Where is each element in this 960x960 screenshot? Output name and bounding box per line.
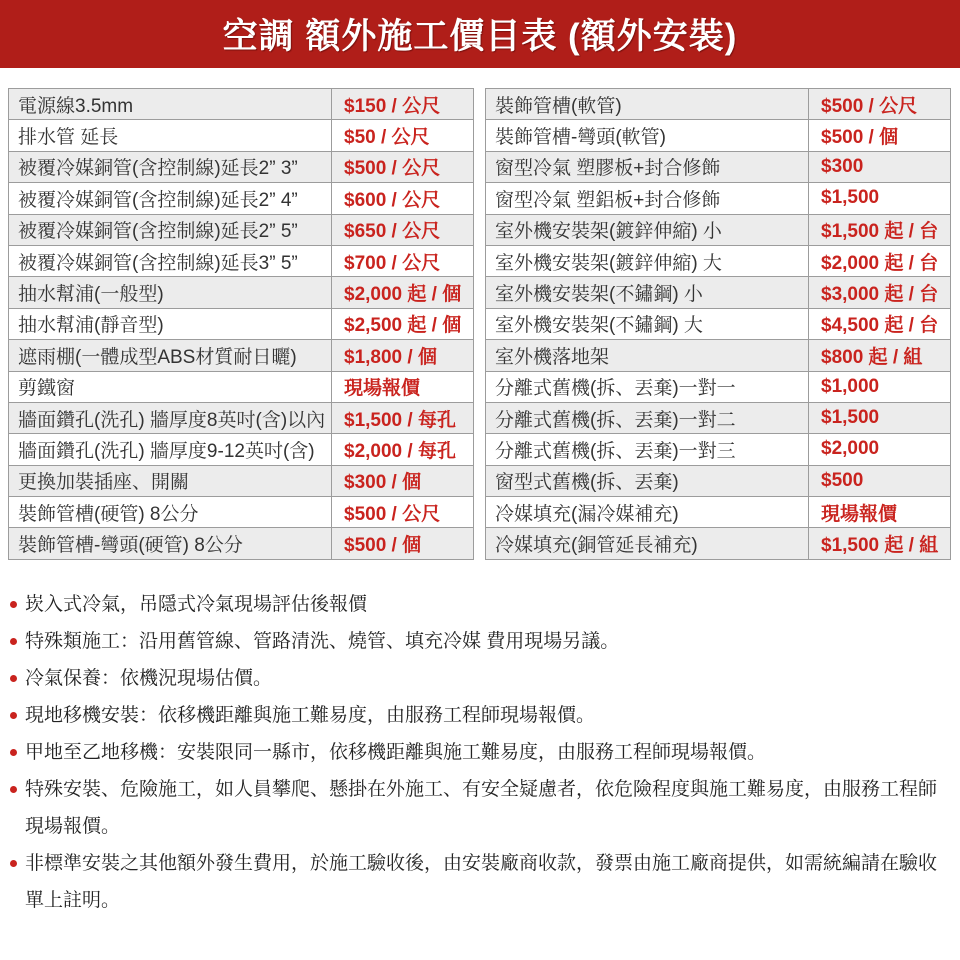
item-label: 被覆冷媒銅管(含控制線)延長2” 3” (9, 151, 332, 182)
table-row (9, 434, 474, 465)
bullet-icon (10, 712, 17, 719)
note-item (10, 771, 950, 845)
item-label: 被覆冷媒銅管(含控制線)延長2” 5” (9, 214, 332, 245)
price-value: $1,500 (809, 183, 951, 214)
item-label: 分離式舊機(拆、丟棄)一對一 (486, 371, 809, 402)
item-label: 裝飾管槽(硬管) 8公分 (9, 497, 332, 528)
item-label: 室外機安裝架(不鏽鋼) 小 (486, 277, 809, 308)
note-text: 特殊類施工：沿用舊管線、管路清洗、燒管、填充冷媒 費用現場另議。 (25, 631, 620, 652)
price-value: $800 起 / 組 (809, 340, 951, 371)
price-value: 現場報價 (332, 371, 474, 402)
price-value: $700 / 公尺 (332, 245, 474, 276)
note-text: 冷氣保養：依機況現場估價。 (25, 668, 273, 689)
price-value: $2,500 起 / 個 (332, 308, 474, 339)
table-row (486, 120, 951, 151)
price-value: $650 / 公尺 (332, 214, 474, 245)
note-item (10, 623, 950, 660)
note-text: 甲地至乙地移機：安裝限同一縣市，依移機距離與施工難易度，由服務工程師現場報價。 (25, 742, 767, 763)
bullet-icon (10, 675, 17, 682)
item-label: 冷媒填充(銅管延長補充) (486, 528, 809, 560)
item-label: 裝飾管槽-彎頭(軟管) (486, 120, 809, 151)
price-value: $2,000 (809, 434, 951, 465)
note-item (10, 845, 950, 919)
table-row (486, 308, 951, 339)
note-item (10, 660, 950, 697)
item-label: 被覆冷媒銅管(含控制線)延長2” 4” (9, 183, 332, 214)
note-item (10, 734, 950, 771)
table-row (9, 308, 474, 339)
title-banner (0, 0, 960, 68)
page-title: 空調 額外施工價目表 (額外安裝) (222, 17, 738, 56)
item-label: 裝飾管槽(軟管) (486, 89, 809, 120)
table-row (486, 497, 951, 528)
item-label: 牆面鑽孔(洗孔) 牆厚度9-12英吋(含) (9, 434, 332, 465)
table-row (486, 245, 951, 276)
bullet-icon (10, 749, 17, 756)
table-row (486, 151, 951, 182)
note-item (10, 586, 950, 623)
table-row (486, 340, 951, 371)
item-label: 窗型冷氣 塑膠板+封合修飾 (486, 151, 809, 182)
bullet-icon (10, 601, 17, 608)
item-label: 被覆冷媒銅管(含控制線)延長3” 5” (9, 245, 332, 276)
item-label: 分離式舊機(拆、丟棄)一對三 (486, 434, 809, 465)
item-label: 抽水幫浦(一般型) (9, 277, 332, 308)
price-value: $500 / 個 (809, 120, 951, 151)
note-text: 特殊安裝、危險施工，如人員攀爬、懸掛在外施工、有安全疑慮者，依危險程度與施工難易度，由服務工程師現場報價。 (25, 779, 938, 837)
table-row (486, 465, 951, 496)
table-row (486, 183, 951, 214)
price-tables (0, 88, 960, 560)
price-value: $1,500 起 / 組 (809, 528, 951, 560)
note-item (10, 697, 950, 734)
price-value: $4,500 起 / 台 (809, 308, 951, 339)
price-value: $50 / 公尺 (332, 120, 474, 151)
table-row (486, 371, 951, 402)
price-value: $1,500 / 每孔 (332, 402, 474, 433)
item-label: 分離式舊機(拆、丟棄)一對二 (486, 402, 809, 433)
price-value: $3,000 起 / 台 (809, 277, 951, 308)
price-value: $1,500 起 / 台 (809, 214, 951, 245)
notes-list (10, 586, 950, 919)
item-label: 排水管 延長 (9, 120, 332, 151)
item-label: 剪鐵窗 (9, 371, 332, 402)
item-label: 裝飾管槽-彎頭(硬管) 8公分 (9, 528, 332, 560)
bullet-icon (10, 786, 17, 793)
note-text: 現地移機安裝：依移機距離與施工難易度，由服務工程師現場報價。 (25, 705, 596, 726)
item-label: 牆面鑽孔(洗孔) 牆厚度8英吋(含)以內 (9, 402, 332, 433)
price-value: $500 / 公尺 (332, 497, 474, 528)
price-value: $300 (809, 151, 951, 182)
table-row (9, 371, 474, 402)
table-row (9, 120, 474, 151)
price-value: $500 (809, 465, 951, 496)
price-value: $2,000 / 每孔 (332, 434, 474, 465)
table-row (486, 402, 951, 433)
note-text: 崁入式冷氣，吊隱式冷氣現場評估後報價 (25, 594, 368, 615)
price-value: $500 / 公尺 (332, 151, 474, 182)
item-label: 室外機安裝架(鍍鋅伸縮) 小 (486, 214, 809, 245)
price-value: 現場報價 (809, 497, 951, 528)
price-value: $1,800 / 個 (332, 340, 474, 371)
table-row (9, 402, 474, 433)
table-row (9, 340, 474, 371)
item-label: 窗型冷氣 塑鋁板+封合修飾 (486, 183, 809, 214)
table-row (9, 151, 474, 182)
table-row (9, 183, 474, 214)
table-row (9, 528, 474, 560)
table-row (486, 277, 951, 308)
table-row (9, 465, 474, 496)
bullet-icon (10, 638, 17, 645)
table-row (486, 434, 951, 465)
table-row (9, 245, 474, 276)
price-table-left (8, 88, 474, 560)
price-value: $150 / 公尺 (332, 89, 474, 120)
price-value: $2,000 起 / 台 (809, 245, 951, 276)
price-value: $1,000 (809, 371, 951, 402)
table-row (9, 89, 474, 120)
item-label: 抽水幫浦(靜音型) (9, 308, 332, 339)
price-value: $300 / 個 (332, 465, 474, 496)
price-table-right (485, 88, 951, 560)
item-label: 室外機安裝架(鍍鋅伸縮) 大 (486, 245, 809, 276)
price-value: $600 / 公尺 (332, 183, 474, 214)
table-row (9, 214, 474, 245)
table-row (486, 214, 951, 245)
table-row (9, 497, 474, 528)
price-value: $2,000 起 / 個 (332, 277, 474, 308)
price-value: $500 / 公尺 (809, 89, 951, 120)
price-value: $500 / 個 (332, 528, 474, 560)
item-label: 室外機安裝架(不鏽鋼) 大 (486, 308, 809, 339)
table-row (486, 528, 951, 560)
item-label: 冷媒填充(漏冷媒補充) (486, 497, 809, 528)
item-label: 遮雨棚(一體成型ABS材質耐日曬) (9, 340, 332, 371)
table-row (9, 277, 474, 308)
bullet-icon (10, 860, 17, 867)
item-label: 窗型式舊機(拆、丟棄) (486, 465, 809, 496)
item-label: 電源線3.5mm (9, 89, 332, 120)
item-label: 更換加裝插座、開關 (9, 465, 332, 496)
item-label: 室外機落地架 (486, 340, 809, 371)
table-row (486, 89, 951, 120)
price-value: $1,500 (809, 402, 951, 433)
note-text: 非標準安裝之其他額外發生費用，於施工驗收後，由安裝廠商收款，發票由施工廠商提供，如需統編請在驗收單上註明。 (25, 853, 938, 911)
